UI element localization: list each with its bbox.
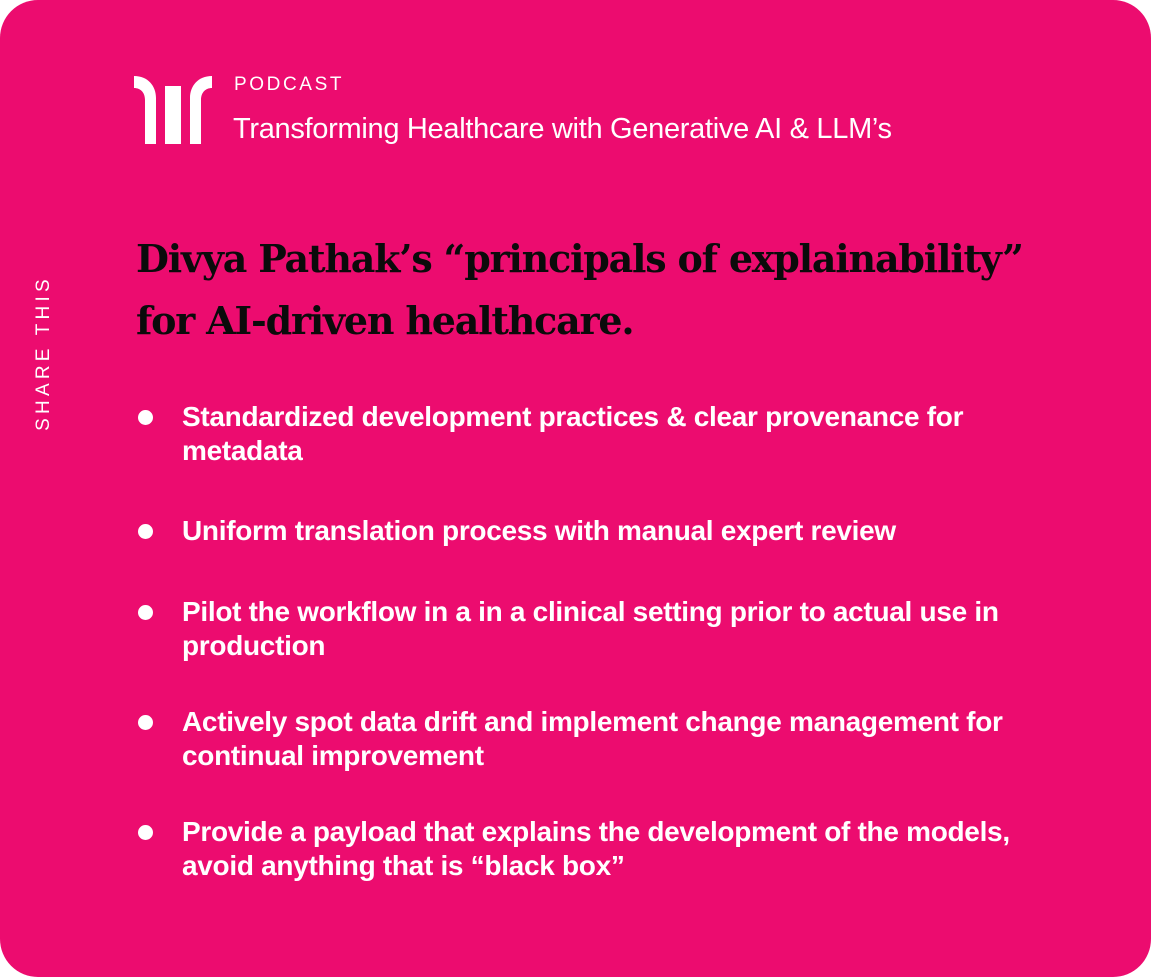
podcast-eyebrow: PODCAST <box>234 74 345 95</box>
bullet-dot-icon <box>138 715 153 730</box>
bullet-dot-icon <box>138 524 153 539</box>
share-label[interactable]: SHARE THIS <box>33 275 54 431</box>
list-item-text: Pilot the workflow in a in a clinical setting prior to actual use in production <box>182 596 999 661</box>
bullet-dot-icon <box>138 825 153 840</box>
list-item <box>136 595 1036 663</box>
bullet-dot-icon <box>138 410 153 425</box>
page-headline: Divya Pathak’s “principals of explainability” for AI-driven healthcare. <box>136 236 1023 343</box>
podcast-title: Transforming Healthcare with Generative AI & LLM’s <box>233 113 892 145</box>
list-item-text: Provide a payload that explains the development of the models, avoid anything that is “black box” <box>182 816 1010 881</box>
list-item <box>136 400 1036 468</box>
list-item-text: Actively spot data drift and implement change management for continual improvement <box>182 706 1003 771</box>
list-item <box>136 815 1036 883</box>
list-item <box>136 705 1036 773</box>
share-link[interactable] <box>14 268 74 438</box>
list-item <box>136 514 1036 548</box>
brand-logo-icon <box>134 76 212 144</box>
bullet-dot-icon <box>138 605 153 620</box>
list-item-text: Standardized development practices & clear provenance for metadata <box>182 401 964 466</box>
list-item-text: Uniform translation process with manual expert review <box>182 515 896 546</box>
